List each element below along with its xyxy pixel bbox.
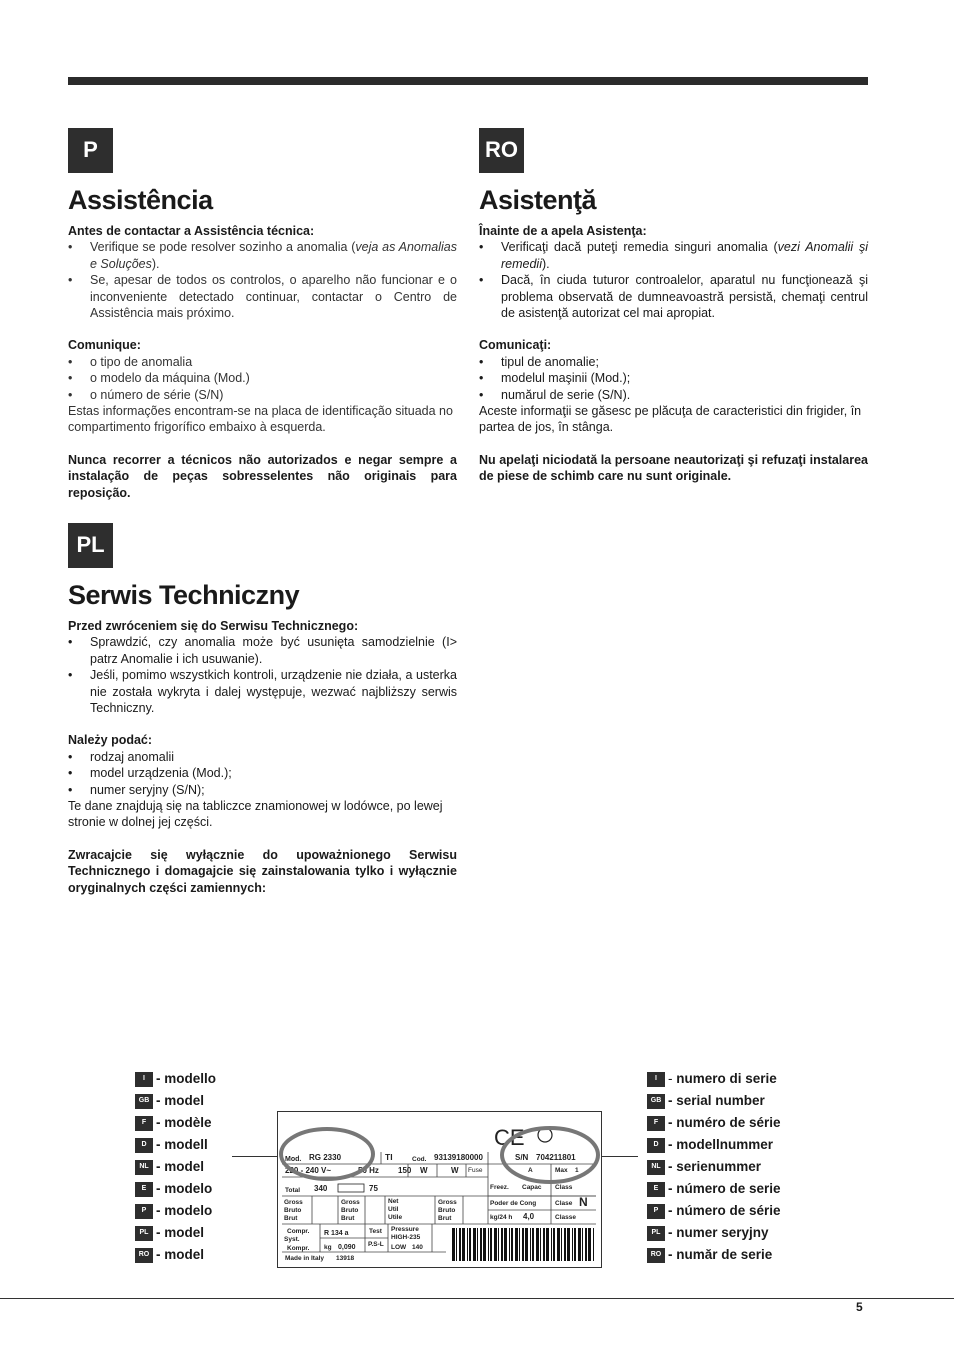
lang-flag: RO [135,1248,153,1263]
intro-list-ro [479,239,868,321]
intro-heading-ro: Înainte de a apela Asistenţa: [479,224,647,238]
lang-flag: P [135,1204,153,1219]
plate-poder: Poder de Cong [490,1200,537,1207]
barcode-icon [450,1226,596,1262]
serial-label-row: F - numéro de série [647,1112,781,1134]
plate-gross-1: Gross [284,1199,303,1206]
model-label-row: I - modello [135,1068,216,1090]
comm-note-ro: Aceste informaţii se găsesc pe plăcuţa de caracteristici din frigider, în partea de jos, în stânga. [479,404,862,435]
warning-pl: Zwracajcie się wyłącznie do upoważnionego Serwisu Technicznego i domagajcie się zainstalowania tylko i wyłącznie oryginalnych części zamiennych: [68,847,457,895]
plate-mod-label: Mod. [285,1156,302,1163]
plate-star-val: 75 [369,1184,378,1193]
list-item: • Se, apesar de todos os controlos, o aparelho não funcionar e o inconveniente detectado continuar, contactar o Centro de Assistência mais próximo. [68,272,457,321]
lang-flag: NL [647,1160,665,1175]
comm-list-pt [68,354,457,403]
plate-gross-2: Gross [341,1199,360,1206]
lang-flag: E [135,1182,153,1197]
plate-max: Max [555,1167,568,1174]
plate-made-code: 13918 [336,1255,355,1262]
plate-bruto-1: Bruto [284,1207,302,1214]
plate-class-val: N [579,1195,588,1209]
plate-brut-3: Brut [438,1215,452,1222]
plate-max-val: 1 [575,1167,579,1174]
lang-flag: I [647,1072,665,1087]
plate-bruto-3: Bruto [438,1207,456,1214]
list-item: • Dacă, în ciuda tuturor controalelor, aparatul nu funcţionează şi problema observată de dumneavoastră persistă, chemaţi centrul de asistenţă autorizat cel mai apropiat. [479,272,868,321]
lang-flag: D [647,1138,665,1153]
list-item: • o número de série (S/N) [68,387,457,403]
list-item: • numer seryjny (S/N); [68,782,457,798]
plate-sn-label: S/N [515,1153,529,1162]
plate-cod-label: Cod. [412,1156,427,1163]
model-label-row: RO - model [135,1244,216,1266]
section-ro [479,128,868,485]
serial-label-row: PL - numer seryjny [647,1222,781,1244]
list-item: • rodzaj anomalii [68,749,457,765]
comm-note-pl: Te dane znajdują się na tabliczce znamionowej w lodówce, po lewej stronie w dolnej jej części. [68,799,443,830]
footer-rule [0,1298,954,1299]
plate-w-label-2: W [451,1166,459,1175]
plate-class: Class [555,1184,573,1191]
comm-heading-pl: Należy podać: [68,733,153,748]
plate-total-val: 340 [314,1184,328,1193]
model-label-list [135,1068,216,1266]
model-label-row: D - modell [135,1134,216,1156]
list-item: • numărul de serie (S/N). [479,387,868,403]
plate-fuse: Fuse [468,1167,483,1174]
model-label-row: F - modèle [135,1112,216,1134]
lang-flag: E [647,1182,665,1197]
warning-pt: Nunca recorrer a técnicos não autorizados e negar sempre a instalação de peças sobresselentes não originais para reposição. [68,452,457,500]
plate-brut-2: Brut [341,1215,355,1222]
rating-plate-drawing [278,1112,601,1267]
plate-test: Test [369,1228,382,1235]
section-pl [68,523,457,896]
lang-flag: RO [647,1248,665,1263]
lang-flag: D [135,1138,153,1153]
plate-low: LOW [391,1244,407,1251]
list-item: • Verificaţi dacă puteţi remedia singuri anomalia (vezi Anomalii şi remedii). [479,239,868,272]
comm-heading-pt: Comunique: [68,338,141,353]
plate-utile: Utile [388,1214,403,1221]
serial-label-row: I - numero di serie [647,1068,781,1090]
comm-note-pt: Estas informações encontram-se na placa de identificação situada no compartimento frigorífico embaixo à esquerda. [68,404,453,435]
plate-bruto-2: Bruto [341,1207,359,1214]
lang-flag: P [647,1204,665,1219]
lang-flag: F [135,1116,153,1131]
plate-syst: Syst. [284,1236,300,1243]
plate-brut-1: Brut [284,1215,298,1222]
list-item: • o tipo de anomalia [68,354,457,370]
lang-flag: NL [135,1160,153,1175]
model-label-row: E - modelo [135,1178,216,1200]
star-rating-icon [338,1184,364,1192]
list-item: • Jeśli, pomimo wszystkich kontroli, urządzenie nie działa, a usterka nie została wykryta i dalej występuje, wezwać najbliższy serwis Techniczny. [68,667,457,716]
plate-watt: 150 [398,1166,412,1175]
plate-psl: P.S-L [368,1241,384,1248]
lang-flag: GB [135,1094,153,1109]
model-label-row: PL - model [135,1222,216,1244]
page-number: 5 [856,1300,863,1314]
plate-low-val: 140 [412,1244,423,1251]
ce-mark-logo: CE [494,1125,525,1150]
plate-refrig: R 134 a [324,1230,349,1237]
lang-flag: PL [135,1226,153,1241]
plate-classe: Classe [555,1214,576,1221]
list-item: • tipul de anomalie; [479,354,868,370]
plate-mod-value: RG 2330 [309,1153,342,1162]
comm-list-pl [68,749,457,798]
list-item: • Sprawdzić, czy anomalia może być usunięta samodzielnie (I> patrz Anomalie i ich usuwanie). [68,634,457,667]
plate-kg24-val: 4,0 [523,1212,535,1221]
list-item: • model urządzenia (Mod.); [68,765,457,781]
rating-plate [277,1111,602,1268]
section-pt [68,128,457,501]
plate-kg-val: 0,090 [338,1244,356,1251]
lang-flag: GB [647,1094,665,1109]
plate-amp: A [528,1167,533,1174]
plate-total: Total [285,1187,301,1194]
serial-label-row: NL - serienummer [647,1156,781,1178]
plate-sn-value: 704211801 [536,1153,576,1162]
plate-made: Made in Italy [285,1255,325,1262]
serial-label-list [647,1068,781,1266]
section-title-pt: Assistência [68,185,213,215]
plate-clase: Clase [555,1200,573,1207]
section-title-ro: Asistenţă [479,185,597,215]
plate-kg: kg [324,1244,332,1251]
plate-cod-value: 93139180000 [434,1153,483,1162]
plate-capac: Capac [522,1184,542,1191]
serial-label-row: RO - număr de serie [647,1244,781,1266]
list-item: • modelul maşinii (Mod.); [479,370,868,386]
serial-label-row: D - modellnummer [647,1134,781,1156]
plate-compr: Compr. [287,1228,310,1235]
warning-ro: Nu apelaţi niciodată la persoane neautorizaţi şi refuzaţi instalarea de piese de schimb care nu sunt originale. [479,452,868,484]
section-title-pl: Serwis Techniczny [68,580,300,610]
plate-kg24: kg/24 h [490,1214,513,1221]
lang-flag: PL [647,1226,665,1241]
serial-label-row: GB - serial number [647,1090,781,1112]
intro-heading-pt: Antes de contactar a Assistência técnica: [68,224,315,238]
intro-heading-pl: Przed zwróceniem się do Serwisu Technicznego: [68,619,359,633]
lang-badge-ro: RO [479,128,524,173]
intro-list-pl [68,634,457,716]
serial-label-row: P - número de série [647,1200,781,1222]
model-label-row: P - modelo [135,1200,216,1222]
plate-ti: TI [385,1152,393,1162]
intro-list-pt [68,239,457,321]
plate-hz: 50 Hz [358,1166,379,1175]
plate-w-label: W [420,1166,428,1175]
plate-net: Net [388,1198,399,1205]
serial-label-row: E - número de serie [647,1178,781,1200]
plate-pressure: Pressure [391,1226,419,1233]
plate-kompr: Kompr. [287,1245,310,1252]
comm-list-ro [479,354,868,403]
model-label-row: NL - model [135,1156,216,1178]
lang-flag: I [135,1072,153,1087]
plate-freez: Freez. [490,1184,509,1191]
plate-util: Util [388,1206,399,1213]
plate-voltage: 220 - 240 V~ [285,1166,332,1175]
list-item: • Verifique se pode resolver sozinho a anomalia (veja as Anomalias e Soluções). [68,239,457,272]
lang-badge-pl: PL [68,523,113,568]
comm-heading-ro: Comunicaţi: [479,338,552,353]
lang-badge-pt: P [68,128,113,173]
top-rule [68,77,868,85]
lang-flag: F [647,1116,665,1131]
plate-gross-3: Gross [438,1199,457,1206]
plate-high: HIGH-235 [391,1234,421,1241]
list-item: • o modelo da máquina (Mod.) [68,370,457,386]
model-label-row: GB - model [135,1090,216,1112]
